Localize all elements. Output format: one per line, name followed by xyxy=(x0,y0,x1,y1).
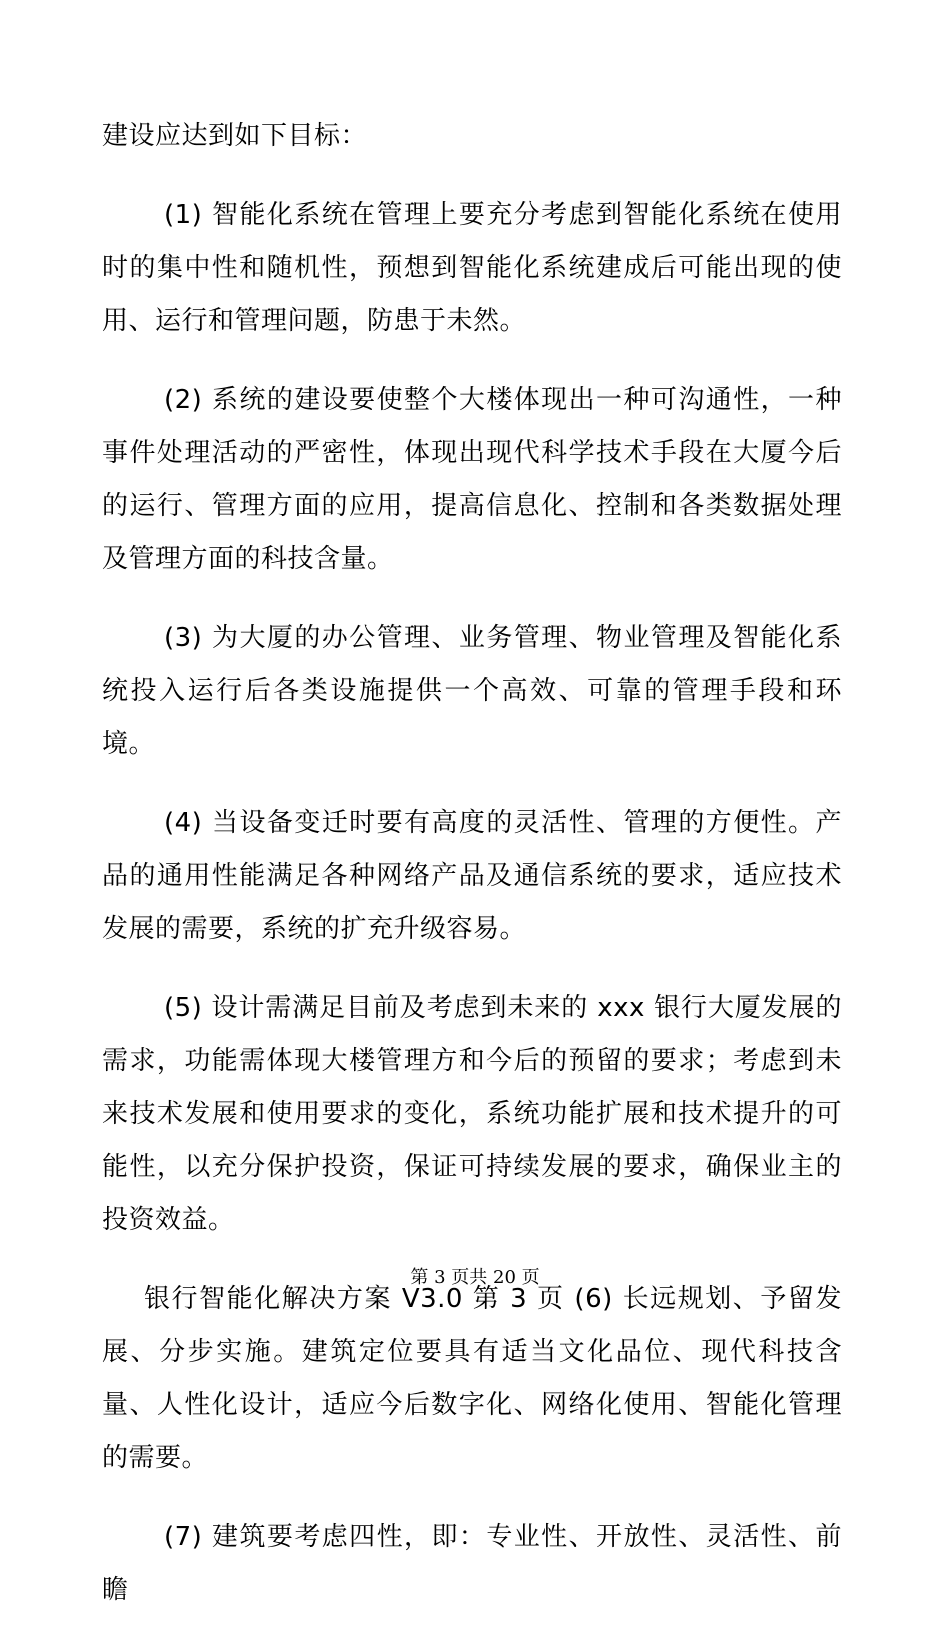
goal-item-7: (7) 建筑要考虑四性，即：专业性、开放性、灵活性、前瞻 xyxy=(102,1522,842,1605)
goal-item-5: (5) 设计需满足目前及考虑到未来的 xxx 银行大厦发展的需求，功能需体现大楼管理方和今后的预留的要求；考虑到未来技术发展和使用要求的变化，系统功能扩展和技术提升的可能性，以充分保护投资，保证可持续发展的要求，确保业主的投资效益。 xyxy=(102,993,842,1235)
goal-item-4: (4) 当设备变迁时要有高度的灵活性、管理的方便性。产品的通用性能满足各种网络产品及通信系统的要求，适应技术发展的需要，系统的扩充升级容易。 xyxy=(102,808,842,944)
intro-paragraph: 建设应达到如下目标： xyxy=(102,121,368,151)
page-body xyxy=(102,110,842,1643)
goal-item-1: (1) 智能化系统在管理上要充分考虑到智能化系统在使用时的集中性和随机性，预想到智能化系统建成后可能出现的使用、运行和管理问题，防患于未然。 xyxy=(102,200,842,336)
goal-item-3: (3) 为大厦的办公管理、业务管理、物业管理及智能化系统投入运行后各类设施提供一个高效、可靠的管理手段和环境。 xyxy=(102,623,842,759)
goal-item-6: 银行智能化解决方案 V3.0 第 3 页 (6) 长远规划、予留发展、分步实施。建筑定位要具有适当文化品位、现代科技含量、人性化设计，适应今后数字化、网络化使用、智能化管理的需要。 xyxy=(102,1284,842,1473)
page-footer: 第 3 页共 20 页 xyxy=(410,1267,540,1288)
goal-item-2: (2) 系统的建设要使整个大楼体现出一种可沟通性，一种事件处理活动的严密性，体现出现代科学技术手段在大厦今后的运行、管理方面的应用，提高信息化、控制和各类数据处理及管理方面的科技含量。 xyxy=(102,385,842,574)
